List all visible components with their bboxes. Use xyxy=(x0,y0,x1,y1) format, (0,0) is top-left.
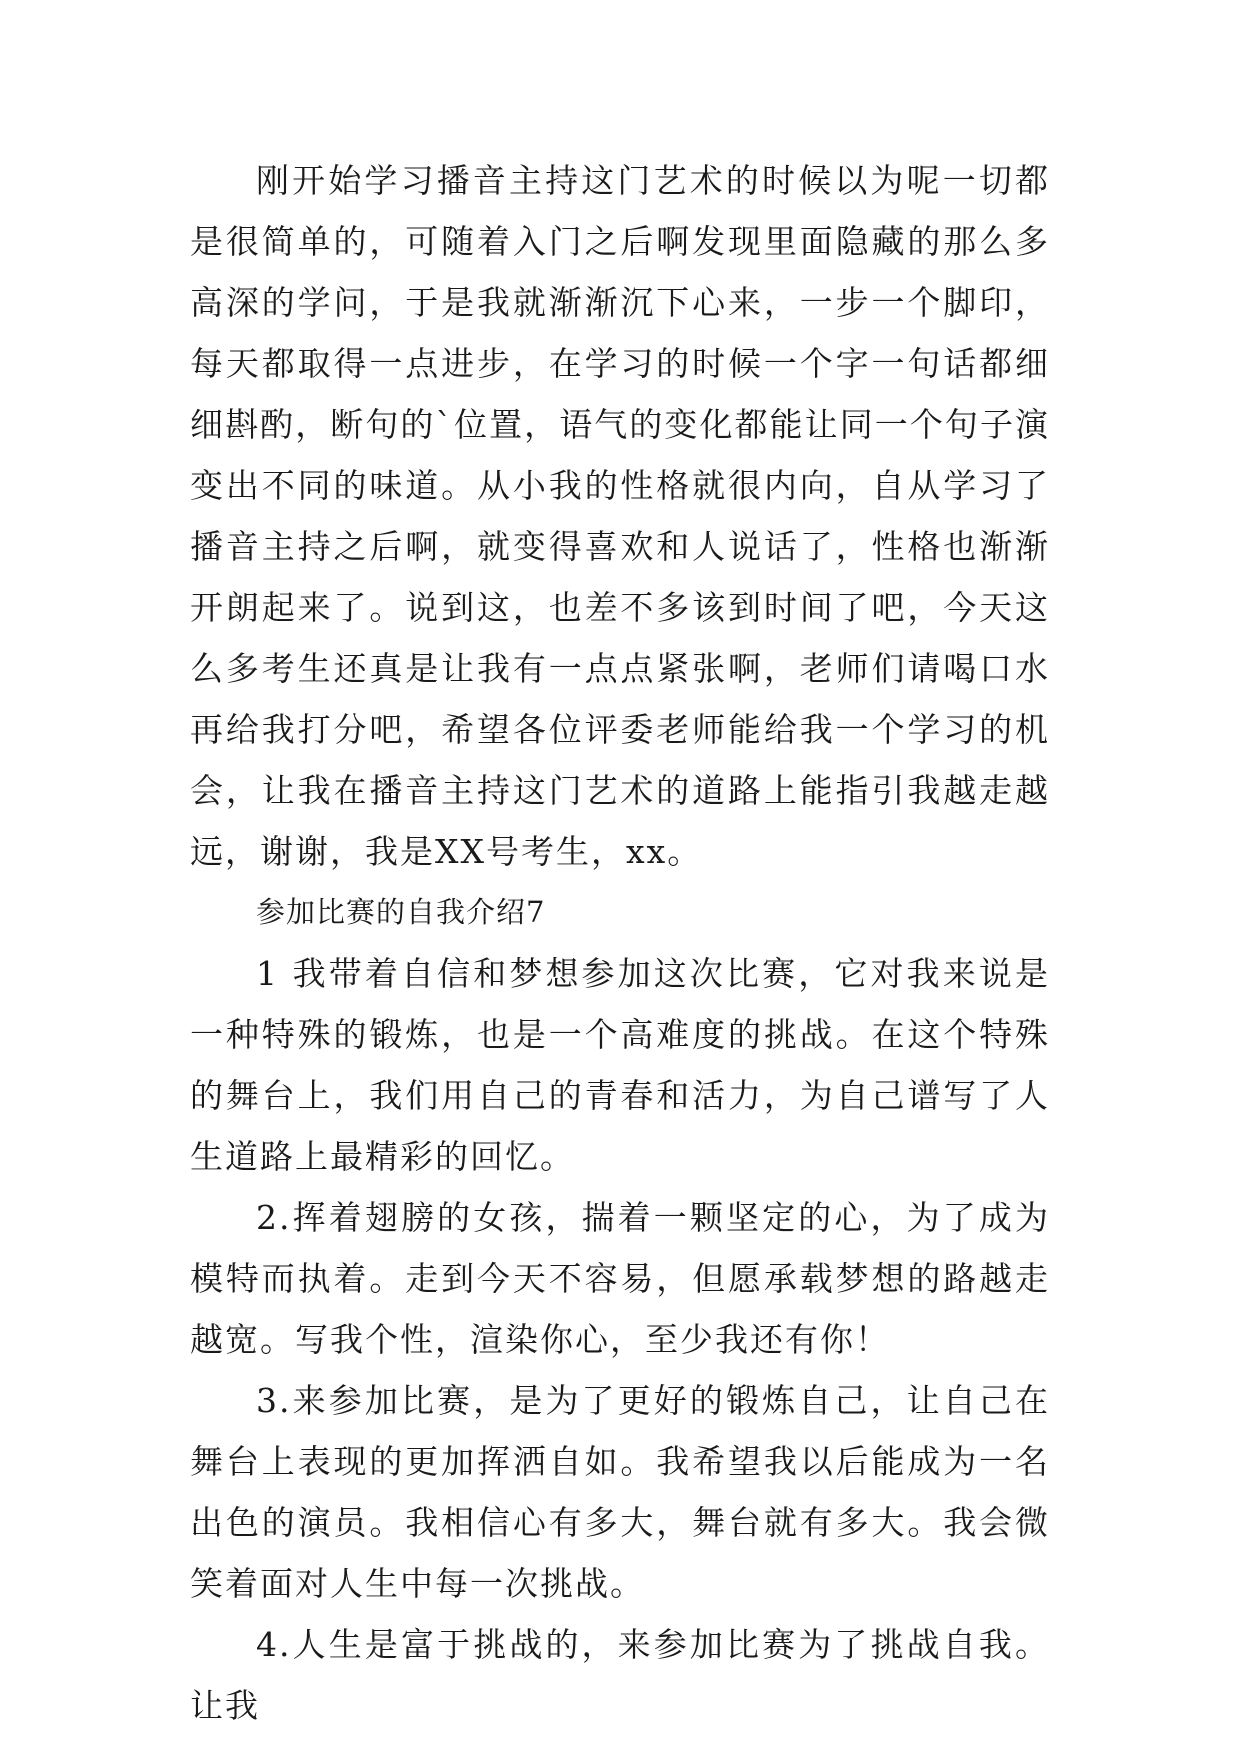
list-item: 3.来参加比赛，是为了更好的锻炼自己，让自己在舞台上表现的更加挥洒自如。我希望我以后能成为一名出色的演员。我相信心有多大，舞台就有多大。我会微笑着面对人生中每一次挑战。 xyxy=(190,1381,1050,1603)
list-item: 2.挥着翅膀的女孩，揣着一颗坚定的心，为了成为模特而执着。走到今天不容易，但愿承载梦想的路越走越宽。写我个性，渲染你心，至少我还有你！ xyxy=(190,1198,1050,1359)
list-item: 4.人生是富于挑战的，来参加比赛为了挑战自我。让我 xyxy=(190,1625,1050,1725)
list-item: 1 我带着自信和梦想参加这次比赛，它对我来说是一种特殊的锻炼，也是一个高难度的挑战。在这个特殊的舞台上，我们用自己的青春和活力，为自己谱写了人生道路上最精彩的回忆。 xyxy=(190,954,1050,1176)
document-body xyxy=(190,150,1050,1736)
body-paragraph: 刚开始学习播音主持这门艺术的时候以为呢一切都是很简单的，可随着入门之后啊发现里面隐藏的那么多高深的学问，于是我就渐渐沉下心来，一步一个脚印，每天都取得一点进步，在学习的时候一个字一句话都细细斟酌，断句的`位置，语气的变化都能让同一个句子演变出不同的味道。从小我的性格就很内向，自从学习了播音主持之后啊，就变得喜欢和人说话了，性格也渐渐开朗起来了。说到这，也差不多该到时间了吧，今天这么多考生还真是让我有一点点紧张啊，老师们请喝口水再给我打分吧，希望各位评委老师能给我一个学习的机会，让我在播音主持这门艺术的道路上能指引我越走越远，谢谢，我是XX号考生，xx。 xyxy=(190,161,1050,871)
section-heading: 参加比赛的自我介绍7 xyxy=(256,895,546,929)
